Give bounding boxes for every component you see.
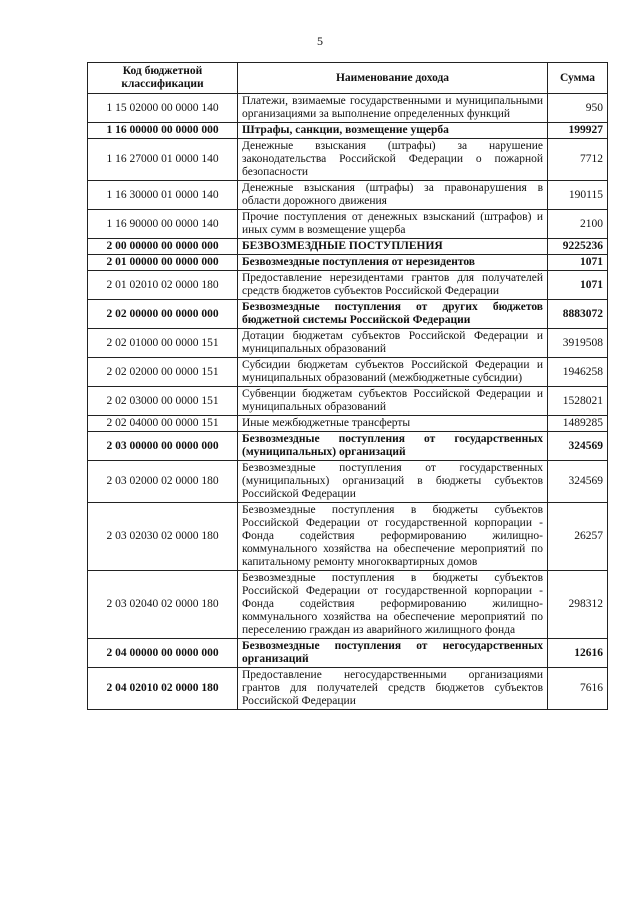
table-row bbox=[88, 255, 608, 271]
row-sum: 950 bbox=[548, 94, 608, 123]
table-row bbox=[88, 329, 608, 358]
row-sum: 298312 bbox=[548, 571, 608, 639]
header-code: Код бюджетной классификации bbox=[88, 63, 238, 94]
row-name: Безвозмездные поступления в бюджеты субъектов Российской Федерации от государственной корпорации - Фонда содействия реформированию жилищно-коммунального хозяйства на обеспечение мероприятий по капитальному ремонту многоквартирных домов bbox=[238, 503, 548, 571]
row-name: Безвозмездные поступления от негосударственных организаций bbox=[238, 639, 548, 668]
row-name: Субвенции бюджетам субъектов Российской Федерации и муниципальных образований bbox=[238, 387, 548, 416]
row-sum: 9225236 bbox=[548, 239, 608, 255]
row-sum: 324569 bbox=[548, 461, 608, 503]
row-name: Субсидии бюджетам субъектов Российской Федерации и муниципальных образований (межбюджетные субсидии) bbox=[238, 358, 548, 387]
table-body bbox=[88, 94, 608, 710]
table-row bbox=[88, 94, 608, 123]
revenue-table bbox=[87, 62, 608, 710]
row-name: Штрафы, санкции, возмещение ущерба bbox=[238, 123, 548, 139]
row-name: Денежные взыскания (штрафы) за правонарушения в области дорожного движения bbox=[238, 181, 548, 210]
row-name: Безвозмездные поступления в бюджеты субъектов Российской Федерации от государственной корпорации - Фонда содействия реформированию жилищно-коммунального хозяйства на обеспечение мероприятий по переселению граждан из аварийного жилищного фонда bbox=[238, 571, 548, 639]
row-code: 2 02 00000 00 0000 000 bbox=[88, 300, 238, 329]
row-code: 1 16 90000 00 0000 140 bbox=[88, 210, 238, 239]
row-name: Иные межбюджетные трансферты bbox=[238, 416, 548, 432]
row-code: 2 03 00000 00 0000 000 bbox=[88, 432, 238, 461]
table-row bbox=[88, 461, 608, 503]
row-sum: 1071 bbox=[548, 255, 608, 271]
table-row bbox=[88, 416, 608, 432]
row-name: БЕЗВОЗМЕЗДНЫЕ ПОСТУПЛЕНИЯ bbox=[238, 239, 548, 255]
table-header-row bbox=[88, 63, 608, 94]
page-number: 5 bbox=[317, 34, 323, 48]
header-name: Наименование дохода bbox=[238, 63, 548, 94]
row-code: 1 15 02000 00 0000 140 bbox=[88, 94, 238, 123]
row-code: 2 03 02000 02 0000 180 bbox=[88, 461, 238, 503]
row-code: 2 02 02000 00 0000 151 bbox=[88, 358, 238, 387]
row-name: Безвозмездные поступления от государственных (муниципальных) организаций в бюджеты субъектов Российской Федерации bbox=[238, 461, 548, 503]
table-row bbox=[88, 239, 608, 255]
row-sum: 12616 bbox=[548, 639, 608, 668]
row-sum: 190115 bbox=[548, 181, 608, 210]
row-name: Безвозмездные поступления от других бюджетов бюджетной системы Российской Федерации bbox=[238, 300, 548, 329]
row-sum: 7616 bbox=[548, 668, 608, 710]
row-sum: 2100 bbox=[548, 210, 608, 239]
row-code: 1 16 00000 00 0000 000 bbox=[88, 123, 238, 139]
row-sum: 26257 bbox=[548, 503, 608, 571]
table-row bbox=[88, 300, 608, 329]
row-code: 2 04 02010 02 0000 180 bbox=[88, 668, 238, 710]
header-sum: Сумма bbox=[548, 63, 608, 94]
row-sum: 1071 bbox=[548, 271, 608, 300]
row-code: 1 16 27000 01 0000 140 bbox=[88, 139, 238, 181]
row-name: Дотации бюджетам субъектов Российской Федерации и муниципальных образований bbox=[238, 329, 548, 358]
table-row bbox=[88, 210, 608, 239]
row-sum: 1946258 bbox=[548, 358, 608, 387]
row-sum: 199927 bbox=[548, 123, 608, 139]
row-code: 2 01 00000 00 0000 000 bbox=[88, 255, 238, 271]
row-name: Безвозмездные поступления от нерезидентов bbox=[238, 255, 548, 271]
table-row bbox=[88, 571, 608, 639]
table-row bbox=[88, 387, 608, 416]
row-sum: 7712 bbox=[548, 139, 608, 181]
row-code: 2 03 02030 02 0000 180 bbox=[88, 503, 238, 571]
table-row bbox=[88, 432, 608, 461]
row-code: 2 00 00000 00 0000 000 bbox=[88, 239, 238, 255]
table-row bbox=[88, 123, 608, 139]
row-code: 2 02 01000 00 0000 151 bbox=[88, 329, 238, 358]
table-row bbox=[88, 139, 608, 181]
row-name: Предоставление нерезидентами грантов для получателей средств бюджетов субъектов Российской Федерации bbox=[238, 271, 548, 300]
row-sum: 324569 bbox=[548, 432, 608, 461]
table-row bbox=[88, 358, 608, 387]
table-row bbox=[88, 503, 608, 571]
row-name: Безвозмездные поступления от государственных (муниципальных) организаций bbox=[238, 432, 548, 461]
row-sum: 8883072 bbox=[548, 300, 608, 329]
table-row bbox=[88, 181, 608, 210]
row-name: Предоставление негосударственными организациями грантов для получателей средств бюджетов субъектов Российской Федерации bbox=[238, 668, 548, 710]
table-row bbox=[88, 639, 608, 668]
row-code: 1 16 30000 01 0000 140 bbox=[88, 181, 238, 210]
table-row bbox=[88, 271, 608, 300]
row-code: 2 04 00000 00 0000 000 bbox=[88, 639, 238, 668]
row-sum: 1489285 bbox=[548, 416, 608, 432]
row-code: 2 03 02040 02 0000 180 bbox=[88, 571, 238, 639]
row-sum: 1528021 bbox=[548, 387, 608, 416]
table-row bbox=[88, 668, 608, 710]
row-code: 2 02 03000 00 0000 151 bbox=[88, 387, 238, 416]
row-name: Прочие поступления от денежных взысканий (штрафов) и иных сумм в возмещение ущерба bbox=[238, 210, 548, 239]
row-sum: 3919508 bbox=[548, 329, 608, 358]
row-name: Денежные взыскания (штрафы) за нарушение законодательства Российской Федерации о пожарной безопасности bbox=[238, 139, 548, 181]
row-name: Платежи, взимаемые государственными и муниципальными организациями за выполнение определенных функций bbox=[238, 94, 548, 123]
row-code: 2 01 02010 02 0000 180 bbox=[88, 271, 238, 300]
row-code: 2 02 04000 00 0000 151 bbox=[88, 416, 238, 432]
